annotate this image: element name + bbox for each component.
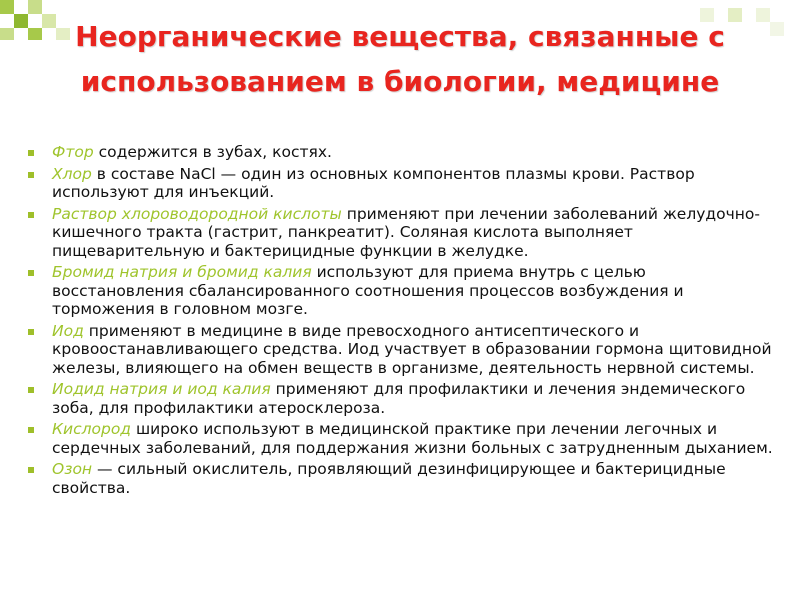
- square-bullet-icon: [28, 172, 34, 178]
- item-term: Иодид натрия и иод калия: [52, 380, 271, 398]
- item-term: Бромид натрия и бромид калия: [52, 263, 312, 281]
- item-text: используют для приема внутрь с целью восстановления сбалансированного соотношения процессов возбуждения и торможения в головном мозге.: [52, 263, 684, 318]
- square-bullet-icon: [28, 270, 34, 276]
- square-bullet-icon: [28, 427, 34, 433]
- item-text: применяют при лечении заболеваний желудочно-кишечного тракта (гастрит, панкреатит). Соляная кислота выполняет пищеварительную и бактерицидные функции в желудке.: [52, 204, 760, 260]
- decor-square: [14, 0, 28, 14]
- list-item: [26, 420, 778, 457]
- item-term: Хлор: [52, 164, 92, 183]
- item-term: Озон: [52, 460, 93, 478]
- square-bullet-icon: [28, 329, 34, 335]
- decor-square: [14, 14, 28, 28]
- list-item: [26, 263, 778, 319]
- list-item: [26, 322, 778, 378]
- list-item: [26, 165, 778, 202]
- item-text: — сильный окислитель, проявляющий дезинфицирующее и бактерицидные свойства.: [52, 460, 726, 497]
- item-term: Фтор: [52, 143, 94, 161]
- list-item: [26, 205, 778, 261]
- item-text: применяют в медицине в виде превосходного антисептического и кровоостанавливающего средства. Иод участвует в образовании гормона щитовидной железы, влияющего на обмен веществ в организме, деятельность нервной системы.: [52, 321, 772, 377]
- square-bullet-icon: [28, 467, 34, 473]
- decor-square: [0, 28, 14, 40]
- bullet-list: [26, 143, 778, 500]
- square-bullet-icon: [28, 212, 34, 218]
- item-term: Раствор хлороводородной кислоты: [52, 204, 342, 223]
- square-bullet-icon: [28, 150, 34, 156]
- decor-square: [28, 0, 42, 14]
- list-item: [26, 380, 778, 417]
- decor-square: [770, 22, 784, 36]
- decor-square: [0, 0, 14, 14]
- item-text: применяют для профилактики и лечения эндемического зоба, для профилактики атеросклероза.: [52, 380, 746, 417]
- item-term: Кислород: [52, 420, 132, 438]
- item-text: в составе NaCl — один из основных компонентов плазмы крови. Раствор используют для инъекций.: [52, 164, 695, 201]
- list-item: [26, 460, 778, 497]
- list-item: [26, 143, 778, 162]
- item-text: широко используют в медицинской практике при лечении легочных и сердечных заболеваний, для поддержания жизни больных с затрудненным дыханием.: [52, 420, 773, 457]
- decor-square: [0, 14, 14, 28]
- square-bullet-icon: [28, 387, 34, 393]
- slide-title: Неорганические вещества, связанные с использованием в биологии, медицине: [75, 20, 725, 98]
- item-term: Иод: [52, 321, 84, 340]
- item-text: содержится в зубах, костях.: [93, 143, 332, 161]
